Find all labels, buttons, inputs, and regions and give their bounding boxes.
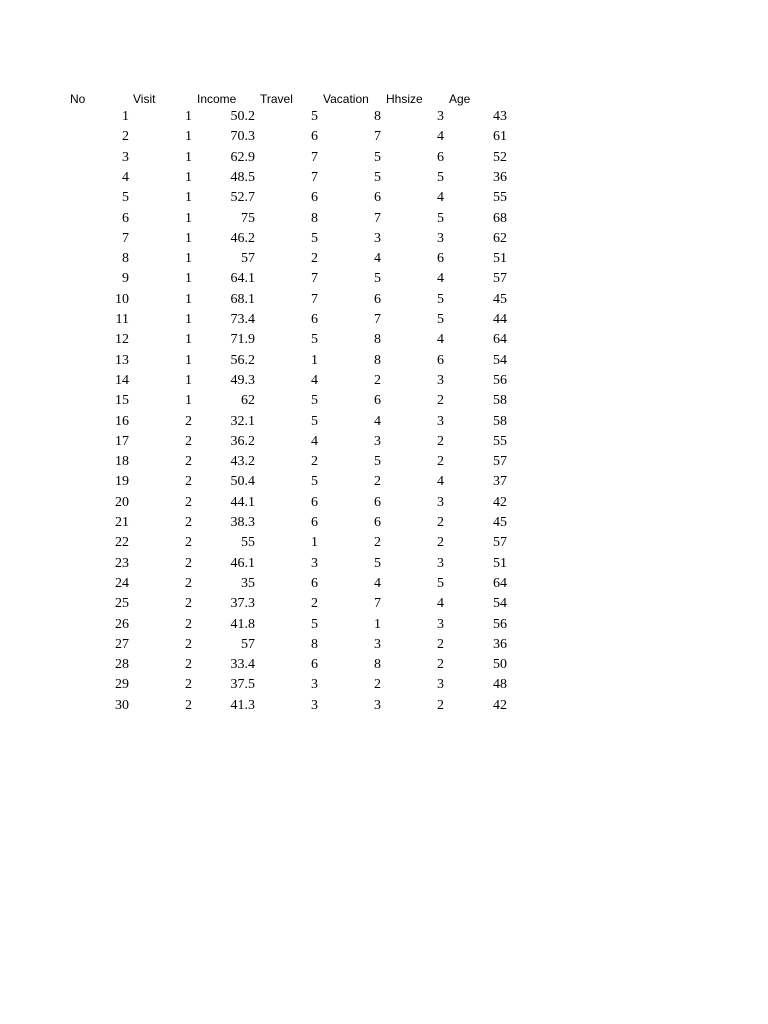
no-cell: 21 [115,515,129,530]
income-cell: 57 [241,636,255,652]
travel-cell: 4 [311,433,318,449]
age-cell: 48 [493,677,507,693]
table-row [0,391,768,411]
travel-cell: 5 [311,616,318,632]
vacation-cell: 8 [374,352,381,368]
hhsize-cell: 5 [437,169,444,185]
travel-cell: 6 [311,515,318,530]
income-cell: 32.1 [230,413,255,429]
hhsize-cell: 2 [437,636,444,652]
travel-cell: 3 [311,555,318,571]
vacation-cell: 6 [374,494,381,510]
income-cell: 71.9 [230,332,255,348]
hhsize-cell: 2 [437,535,444,551]
header-hhsize: Hhsize [386,92,423,106]
no-cell: 2 [122,129,129,145]
age-cell: 42 [493,494,507,510]
travel-cell: 5 [311,393,318,409]
table-row [0,209,768,229]
header-visit: Visit [133,92,156,106]
table-row [0,432,768,452]
travel-cell: 1 [311,352,318,368]
vacation-cell: 8 [374,109,381,124]
travel-cell: 6 [311,657,318,673]
table-row [0,493,768,513]
no-cell: 16 [115,413,129,429]
travel-cell: 7 [311,291,318,307]
travel-cell: 7 [311,271,318,287]
vacation-cell: 7 [374,596,381,612]
travel-cell: 6 [311,494,318,510]
header-income: Income [197,92,237,106]
income-cell: 37.3 [230,596,255,612]
visit-cell: 1 [185,210,192,226]
hhsize-cell: 5 [437,312,444,327]
age-cell: 45 [493,515,507,530]
hhsize-cell: 2 [437,657,444,673]
visit-cell: 1 [185,372,192,388]
hhsize-cell: 6 [437,149,444,165]
vacation-cell: 1 [374,616,381,632]
no-cell: 18 [115,454,129,470]
income-cell: 41.8 [230,616,255,632]
travel-cell: 4 [311,372,318,388]
hhsize-cell: 4 [437,474,444,490]
hhsize-cell: 5 [437,210,444,226]
hhsize-cell: 4 [437,596,444,612]
vacation-cell: 3 [374,636,381,652]
no-cell: 22 [115,535,129,551]
header-vacation: Vacation [323,92,369,106]
age-cell: 56 [493,616,507,632]
table-row [0,310,768,330]
travel-cell: 3 [311,697,318,713]
age-cell: 51 [493,555,507,571]
age-cell: 54 [493,596,507,612]
visit-cell: 1 [185,291,192,307]
age-cell: 58 [493,393,507,409]
table-row [0,574,768,594]
visit-cell: 1 [185,169,192,185]
table-row [0,269,768,289]
age-cell: 57 [493,271,507,287]
age-cell: 43 [493,109,507,124]
table-row [0,107,768,127]
income-cell: 52.7 [230,190,255,206]
table-row [0,615,768,635]
age-cell: 44 [493,312,507,327]
vacation-cell: 7 [374,210,381,226]
visit-cell: 1 [185,230,192,246]
no-cell: 9 [122,271,129,287]
visit-cell: 1 [185,251,192,267]
visit-cell: 2 [185,677,192,693]
vacation-cell: 8 [374,332,381,348]
vacation-cell: 4 [374,413,381,429]
travel-cell: 7 [311,149,318,165]
no-cell: 25 [115,596,129,612]
travel-cell: 6 [311,190,318,206]
age-cell: 51 [493,251,507,267]
table-row [0,594,768,614]
no-cell: 3 [122,149,129,165]
no-cell: 7 [122,230,129,246]
hhsize-cell: 3 [437,230,444,246]
vacation-cell: 6 [374,393,381,409]
income-cell: 37.5 [230,677,255,693]
income-cell: 75 [241,210,255,226]
visit-cell: 1 [185,109,192,124]
vacation-cell: 4 [374,251,381,267]
income-cell: 36.2 [230,433,255,449]
no-cell: 23 [115,555,129,571]
age-cell: 37 [493,474,507,490]
no-cell: 4 [122,169,129,185]
header-travel: Travel [260,92,293,106]
table-row [0,351,768,371]
age-cell: 54 [493,352,507,368]
visit-cell: 2 [185,474,192,490]
hhsize-cell: 2 [437,515,444,530]
no-cell: 13 [115,352,129,368]
income-cell: 70.3 [230,129,255,145]
table-row [0,554,768,574]
age-cell: 55 [493,433,507,449]
no-cell: 15 [115,393,129,409]
hhsize-cell: 4 [437,271,444,287]
no-cell: 17 [115,433,129,449]
vacation-cell: 2 [374,535,381,551]
vacation-cell: 5 [374,454,381,470]
income-cell: 46.2 [230,230,255,246]
hhsize-cell: 5 [437,291,444,307]
hhsize-cell: 6 [437,251,444,267]
vacation-cell: 3 [374,433,381,449]
vacation-cell: 7 [374,312,381,327]
hhsize-cell: 4 [437,129,444,145]
age-cell: 36 [493,636,507,652]
no-cell: 6 [122,210,129,226]
age-cell: 61 [493,129,507,145]
table-row [0,635,768,655]
visit-cell: 2 [185,596,192,612]
visit-cell: 1 [185,352,192,368]
income-cell: 57 [241,251,255,267]
visit-cell: 2 [185,494,192,510]
vacation-cell: 8 [374,657,381,673]
no-cell: 24 [115,575,129,591]
age-cell: 62 [493,230,507,246]
vacation-cell: 6 [374,291,381,307]
visit-cell: 1 [185,271,192,287]
table-row [0,412,768,432]
visit-cell: 1 [185,332,192,348]
visit-cell: 2 [185,657,192,673]
income-cell: 62.9 [230,149,255,165]
hhsize-cell: 3 [437,494,444,510]
visit-cell: 2 [185,697,192,713]
income-cell: 43.2 [230,454,255,470]
income-cell: 38.3 [230,515,255,530]
travel-cell: 6 [311,312,318,327]
travel-cell: 5 [311,109,318,124]
income-cell: 48.5 [230,169,255,185]
visit-cell: 2 [185,433,192,449]
age-cell: 50 [493,657,507,673]
hhsize-cell: 2 [437,697,444,713]
income-cell: 50.4 [230,474,255,490]
visit-cell: 2 [185,413,192,429]
no-cell: 10 [115,291,129,307]
income-cell: 73.4 [230,312,255,327]
age-cell: 55 [493,190,507,206]
table-row [0,371,768,391]
vacation-cell: 2 [374,372,381,388]
travel-cell: 6 [311,575,318,591]
visit-cell: 1 [185,129,192,145]
income-cell: 64.1 [230,271,255,287]
no-cell: 5 [122,190,129,206]
hhsize-cell: 3 [437,109,444,124]
vacation-cell: 3 [374,697,381,713]
income-cell: 62 [241,393,255,409]
age-cell: 68 [493,210,507,226]
vacation-cell: 6 [374,190,381,206]
visit-cell: 1 [185,393,192,409]
income-cell: 33.4 [230,657,255,673]
table-row [0,330,768,350]
table-row [0,655,768,675]
visit-cell: 2 [185,535,192,551]
hhsize-cell: 3 [437,413,444,429]
hhsize-cell: 3 [437,616,444,632]
no-cell: 30 [115,697,129,713]
table-row [0,513,768,533]
table-row [0,168,768,188]
income-cell: 49.3 [230,372,255,388]
travel-cell: 2 [311,251,318,267]
no-cell: 27 [115,636,129,652]
income-cell: 41.3 [230,697,255,713]
visit-cell: 1 [185,312,192,327]
travel-cell: 5 [311,413,318,429]
vacation-cell: 4 [374,575,381,591]
no-cell: 19 [115,474,129,490]
header-no: No [70,92,86,106]
age-cell: 57 [493,535,507,551]
hhsize-cell: 3 [437,372,444,388]
vacation-cell: 2 [374,474,381,490]
no-cell: 28 [115,657,129,673]
table-row [0,472,768,492]
age-cell: 52 [493,149,507,165]
travel-cell: 2 [311,596,318,612]
travel-cell: 2 [311,454,318,470]
visit-cell: 2 [185,636,192,652]
income-cell: 44.1 [230,494,255,510]
income-cell: 56.2 [230,352,255,368]
no-cell: 20 [115,494,129,510]
no-cell: 1 [122,109,129,124]
hhsize-cell: 4 [437,190,444,206]
no-cell: 8 [122,251,129,267]
travel-cell: 5 [311,332,318,348]
income-cell: 50.2 [230,109,255,124]
travel-cell: 5 [311,230,318,246]
table-row [0,127,768,147]
visit-cell: 2 [185,454,192,470]
age-cell: 58 [493,413,507,429]
hhsize-cell: 2 [437,393,444,409]
table-row [0,249,768,269]
income-cell: 35 [241,575,255,591]
hhsize-cell: 4 [437,332,444,348]
visit-cell: 2 [185,555,192,571]
table-row [0,290,768,310]
income-cell: 46.1 [230,555,255,571]
table-row [0,188,768,208]
table-row [0,148,768,168]
table-row [0,696,768,716]
visit-cell: 2 [185,616,192,632]
travel-cell: 8 [311,636,318,652]
travel-cell: 3 [311,677,318,693]
hhsize-cell: 6 [437,352,444,368]
hhsize-cell: 3 [437,555,444,571]
no-cell: 12 [115,332,129,348]
header-age: Age [449,92,471,106]
age-cell: 36 [493,169,507,185]
age-cell: 64 [493,332,507,348]
travel-cell: 8 [311,210,318,226]
visit-cell: 1 [185,190,192,206]
vacation-cell: 7 [374,129,381,145]
visit-cell: 1 [185,149,192,165]
income-cell: 68.1 [230,291,255,307]
vacation-cell: 3 [374,230,381,246]
vacation-cell: 5 [374,149,381,165]
travel-cell: 7 [311,169,318,185]
table-row [0,675,768,695]
vacation-cell: 5 [374,271,381,287]
travel-cell: 6 [311,129,318,145]
no-cell: 14 [115,372,129,388]
travel-cell: 5 [311,474,318,490]
age-cell: 42 [493,697,507,713]
hhsize-cell: 2 [437,433,444,449]
table-row [0,452,768,472]
travel-cell: 1 [311,535,318,551]
table-row [0,533,768,553]
age-cell: 56 [493,372,507,388]
table-row [0,229,768,249]
visit-cell: 2 [185,575,192,591]
vacation-cell: 5 [374,169,381,185]
hhsize-cell: 3 [437,677,444,693]
income-cell: 55 [241,535,255,551]
no-cell: 11 [115,312,129,327]
no-cell: 26 [115,616,129,632]
age-cell: 57 [493,454,507,470]
age-cell: 45 [493,291,507,307]
hhsize-cell: 2 [437,454,444,470]
vacation-cell: 2 [374,677,381,693]
hhsize-cell: 5 [437,575,444,591]
vacation-cell: 6 [374,515,381,530]
visit-cell: 2 [185,515,192,530]
no-cell: 29 [115,677,129,693]
age-cell: 64 [493,575,507,591]
vacation-cell: 5 [374,555,381,571]
